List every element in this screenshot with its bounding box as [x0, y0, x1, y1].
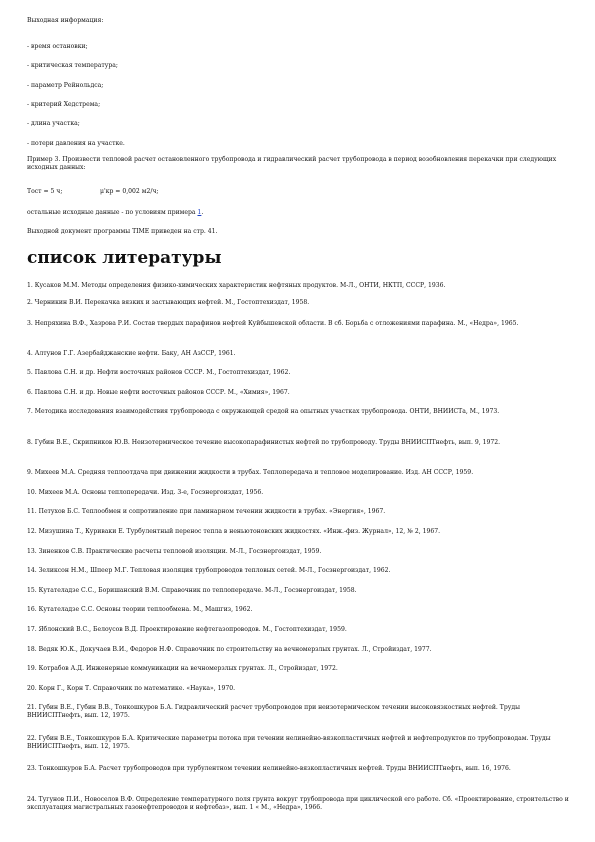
formula-time: Тост = 5 ч; [27, 188, 63, 195]
reference-item: 16. Кутателадзе С.С. Основы теории теплообмена. М., Машгиз, 1962. [27, 606, 253, 613]
reference-item: 6. Павлова С.Н. и др. Новые нефти восточных районов СССР. М., «Химия», 1967. [27, 389, 290, 396]
reference-item: 18. Ведяк Ю.К., Докучаев В.И., Федоров Н.Ф. Справочник по строительству на вечномерзлых грунтах. Л., Стройиздат, 1977. [27, 646, 432, 653]
example-link[interactable]: 1 [197, 209, 202, 216]
reference-item: 7. Методика исследования взаимодействия трубопровода с окружающей средой на опытных участках трубопровода. ОНТИ, ВНИИСТа, М., 1973. [27, 408, 500, 415]
other-data-paragraph [27, 209, 203, 217]
example-paragraph: Пример 3. Произвести тепловой расчет остановленного трубопровода и гидравлический расчет трубопровода в период возобновления перекачки при следующих исходных данных: [27, 156, 557, 172]
reference-item: 3. Непряхина В.Ф., Хазрова Р.И. Состав твердых парафинов нефтей Куйбышевской области. В сб. Борьба с отложениями парафина. М., «Недра», 1965. [27, 320, 519, 327]
reference-item: 23. Тонкошкуров Б.А. Расчет трубопроводов при турбулентном течении нелинейно-вязкопластичных нефтей. Труды ВНИИСПТнефть, вып. 16, 1976. [27, 765, 511, 772]
reference-item: 22. Губин В.Е., Тонкошкуров Б.А. Критические параметры потока при течении нелинейно-вязкопластичных нефтей и нефтепродуктов по трубопроводам. Труды ВНИИСПТнефть, вып. 12, 1975. [27, 735, 551, 751]
reference-item: 5. Павлова С.Н. и др. Нефти восточных районов СССР. М., Гостоптехиздат, 1962. [27, 369, 291, 376]
reference-item: 11. Петухов Б.С. Теплообмен и сопротивление при ламинарном течении жидкости в трубах. «Энергия», 1967. [27, 508, 386, 515]
reference-item: 8. Губин В.Е., Скрипников Ю.В. Неизотермическое течение высокопарафинистых нефтей по трубопроводу. Труды ВНИИСПТнефть, вып. 9, 1972. [27, 439, 501, 446]
reference-item: 13. Зиненков С.В. Практические расчеты тепловой изоляции. М-Л., Госэнергоиздат, 1959. [27, 548, 322, 555]
reference-item: 1. Кусаков М.М. Методы определения физико-химических характеристик нефтяных продуктов. М-Л., ОНТИ, НКТП, СССР, 1936. [27, 282, 446, 289]
output-item: - критерий Хедстрема; [27, 101, 101, 108]
reference-item: 12. Мизушина Т., Куриваки Е. Турбулентный перенос тепла в неньютоновских жидкостях. «Инж.-физ. Журнал», 12, № 2, 1967. [27, 528, 441, 535]
formula-viscosity: μ'кр = 0,002 м2/ч; [100, 188, 159, 195]
other-data-end: . [201, 209, 204, 216]
output-item: - критическая температура; [27, 62, 118, 69]
output-item: - потери давления на участке. [27, 140, 125, 147]
reference-item: 4. Алтунов Г.Г. Азербайджанские нефти. Баку, АН АзССР, 1961. [27, 350, 236, 357]
reference-item: 21. Губин В.Е., Губин В.В., Тонкошкуров Б.А. Гидравлический расчет трубопроводов при неизотермическом течении высоковязкостных нефтей. Труды ВНИИСПТнефть, вып. 12, 1975. [27, 704, 520, 720]
reference-item: 2. Черникин В.И. Перекачка вязких и застывающих нефтей. М., Гостоптехиздат, 1958. [27, 299, 310, 306]
bibliography-heading: список литературы [27, 248, 222, 268]
output-item: - время остановки; [27, 43, 88, 50]
reference-item: 20. Корн Г., Корн Т. Справочник по математике. «Наука», 1970. [27, 685, 236, 692]
output-item: - длина участка; [27, 120, 80, 127]
reference-item: 15. Кутателадзе С.С., Боришанский В.М. Справочник по теплопередаче. М-Л., Госэнергоиздат, 1958. [27, 587, 357, 594]
reference-item: 9. Михеев М.А. Средняя теплоотдача при движении жидкости в трубах. Теплопередача и тепловое моделирование. Изд. АН СССР, 1959. [27, 469, 474, 476]
reference-item: 17. Яблонский В.С., Белоусов В.Д. Проектирование нефтегазопроводов. М., Гостоптехиздат, 1959. [27, 626, 347, 633]
output-document-note: Выходной документ программы TIME приведен на стр. 41. [27, 228, 218, 235]
other-data-text: остальные исходные данные - по условиям примера [27, 209, 198, 216]
output-info-label: Выходная информация: [27, 17, 104, 24]
reference-item: 24. Тугунов П.И., Новоселов В.Ф. Определение температурного поля грунта вокруг трубопровода при циклической его работе. Сб. «Проектирование, строительство и эксплуатация магистральных газонефтепроводов и нефтебаз», вып. 1 « М., «Недра», 1966. [27, 796, 569, 812]
reference-item: 19. Котрабов А.Д. Инженерные коммуникации на вечномерзлых грунтах. Л., Стройиздат, 1972. [27, 665, 338, 672]
reference-item: 10. Михеев М.А. Основы теплопередачи. Изд. 3-е, Госэнергоиздат, 1956. [27, 489, 264, 496]
output-item: - параметр Рейнольдса; [27, 82, 104, 89]
reference-item: 14. Зеликсон Н.М., Шпеер М.Г. Тепловая изоляция трубопроводов тепловых сетей. М-Л., Госэнергоиздат, 1962. [27, 567, 391, 574]
